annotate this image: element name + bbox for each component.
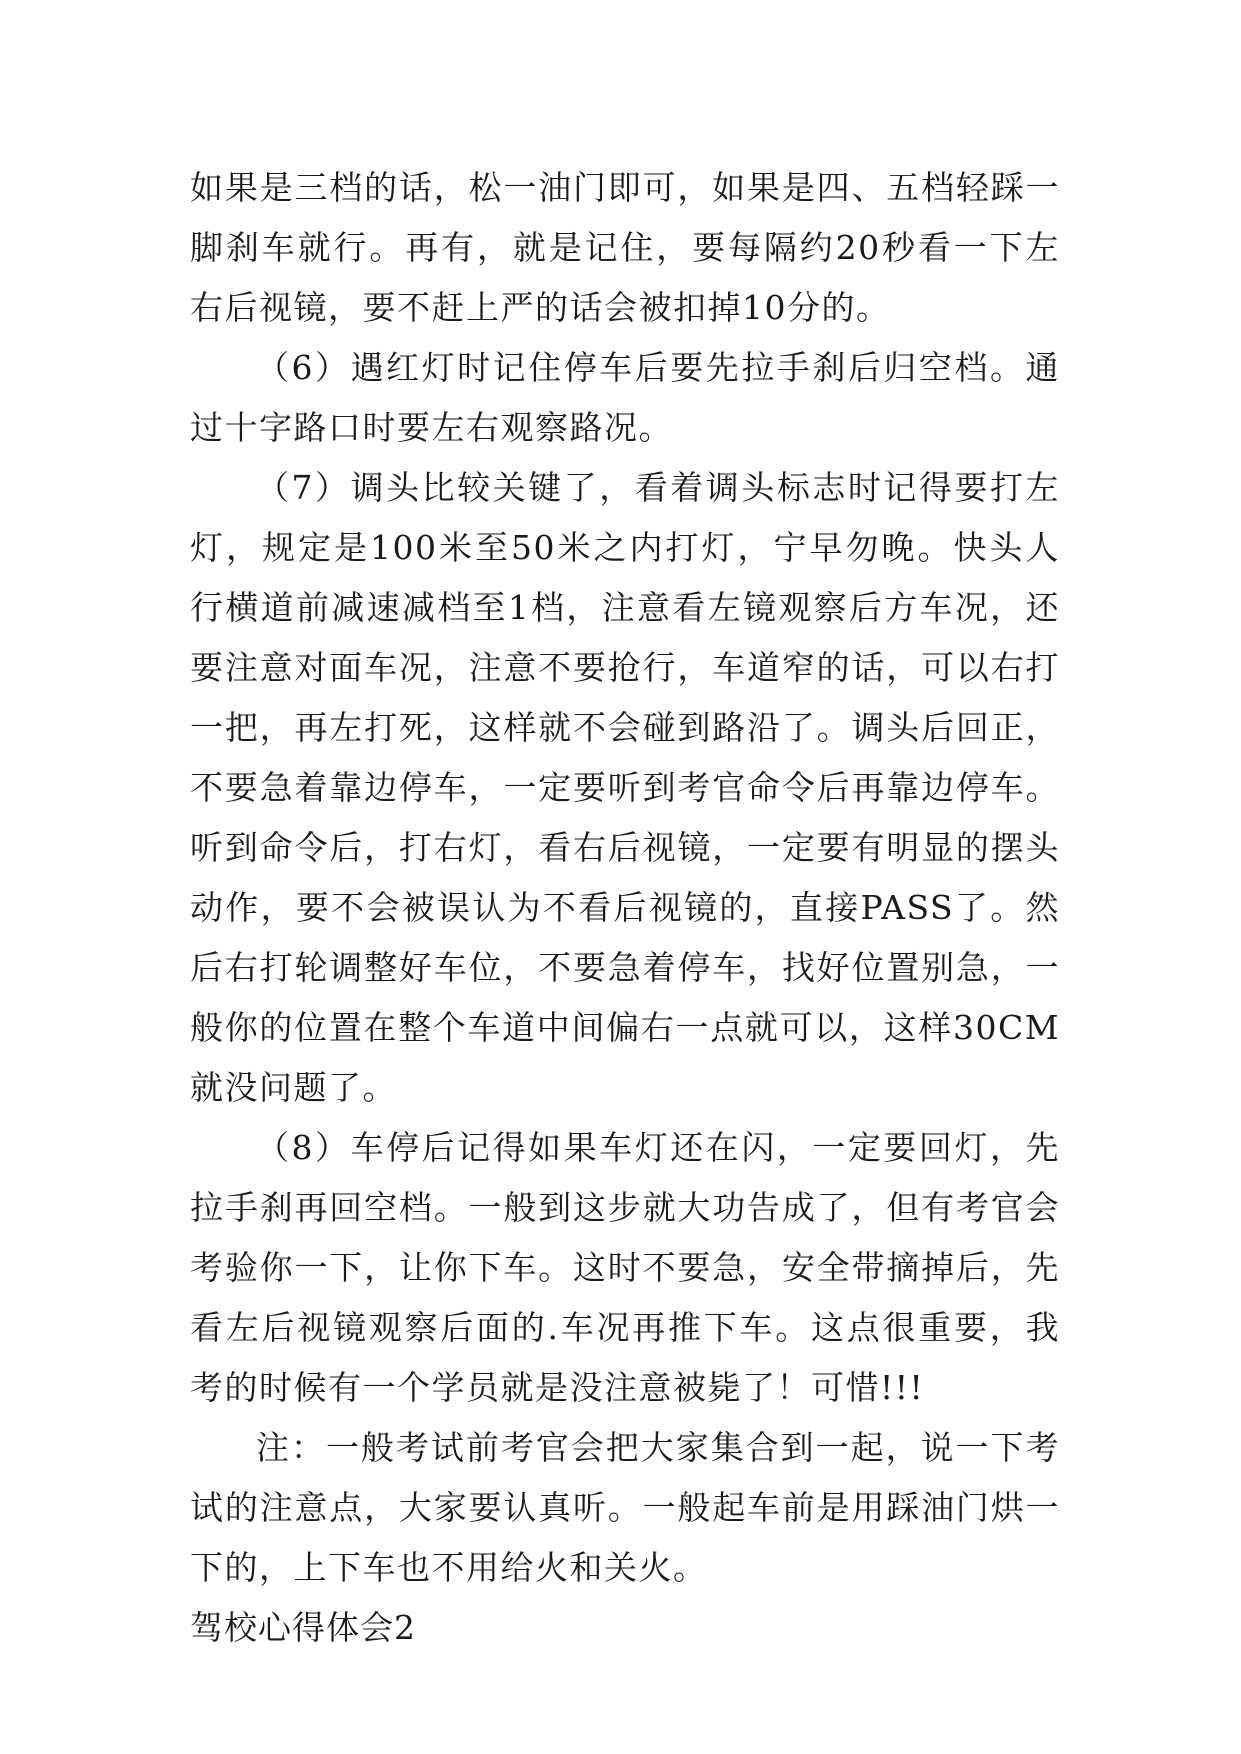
document-body — [190, 158, 1060, 1658]
paragraph-u-turn: （7）调头比较关键了，看着调头标志时记得要打左灯，规定是100米至50米之内打灯，宁早勿晚。快头人行横道前减速减档至1档，注意看左镜观察后方车况，还要注意对面车况，注意不要抢行，车道窄的话，可以右打一把，再左打死，这样就不会碰到路沿了。调头后回正，不要急着靠边停车，一定要听到考官命令后再靠边停车。听到命令后，打右灯，看右后视镜，一定要有明显的摆头动作，要不会被误认为不看后视镜的，直接PASS了。然后右打轮调整好车位，不要急着停车，找好位置别急，一般你的位置在整个车道中间偏右一点就可以，这样30CM就没问题了。 — [190, 468, 1060, 1107]
paragraph-gear-braking: 如果是三档的话，松一油门即可，如果是四、五档轻踩一脚刹车就行。再有，就是记住，要每隔约20秒看一下左右后视镜，要不赶上严的话会被扣掉10分的。 — [190, 168, 1060, 327]
paragraph-note: 注：一般考试前考官会把大家集合到一起，说一下考试的注意点，大家要认真听。一般起车前是用踩油门烘一下的，上下车也不用给火和关火。 — [190, 1428, 1060, 1587]
section-heading: 驾校心得体会2 — [190, 1608, 416, 1647]
paragraph-parking: （8）车停后记得如果车灯还在闪，一定要回灯，先拉手刹再回空档。一般到这步就大功告成了，但有考官会考验你一下，让你下车。这时不要急，安全带摘掉后，先看左后视镜观察后面的.车况再推下车。这点很重要，我考的时候有一个学员就是没注意被毙了！可惜!!! — [190, 1128, 1060, 1407]
paragraph-red-light: （6）遇红灯时记住停车后要先拉手刹后归空档。通过十字路口时要左右观察路况。 — [190, 348, 1060, 447]
